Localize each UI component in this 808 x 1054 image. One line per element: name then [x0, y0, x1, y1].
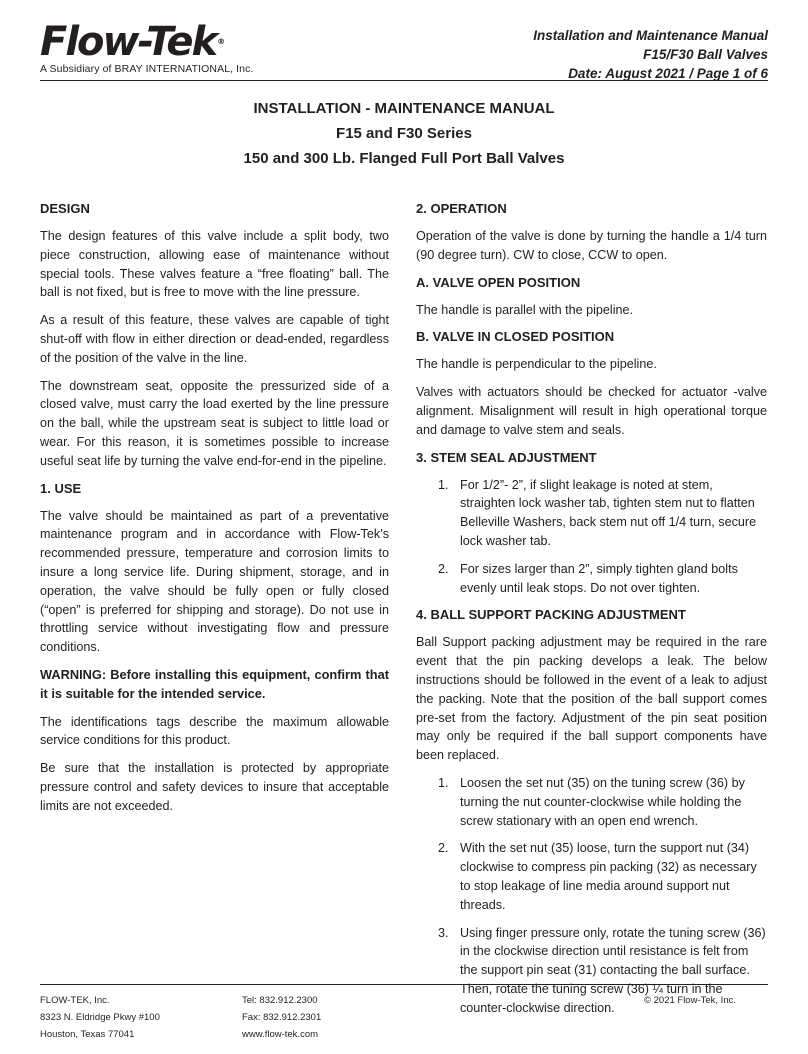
footer-address-line: Houston, Texas 77041 — [40, 1029, 135, 1040]
title-line-1: INSTALLATION - MAINTENANCE MANUAL — [253, 100, 555, 117]
footer-fax: Fax: 832.912.2301 — [242, 1012, 322, 1023]
operation-paragraph: Operation of the valve is done by turning the handle a 1/4 turn (90 degree turn). CW to close, CCW to open. — [416, 229, 767, 262]
footer-website: www.flow-tek.com — [242, 1029, 319, 1040]
list-item-text: With the set nut (35) loose, turn the support nut (34) clockwise to compress pin packing (32) as necessary to stop leakage of line media around support nut threads. — [460, 841, 757, 912]
company-logo — [40, 19, 254, 75]
use-paragraph: Be sure that the installation is protected by appropriate pressure control and safety devices to insure that acceptable limits are not exceeded. — [40, 761, 389, 813]
list-item-text: Loosen the set nut (35) on the tuning screw (36) by turning the nut counter-clockwise while holding the screw stationary with an open end wrench. — [460, 775, 745, 828]
actuator-paragraph: Valves with actuators should be checked for actuator -valve alignment. Misalignment will result in high operational torque and damage to valve stem and seals. — [416, 385, 767, 437]
valve-closed-paragraph: The handle is perpendicular to the pipeline. — [416, 357, 657, 372]
list-item — [416, 560, 767, 598]
operation-heading: 2. OPERATION — [416, 201, 507, 216]
list-item-text: Using finger pressure only, rotate the tuning screw (36) in the clockwise direction until resistance is felt from the support pin seat (31) contacting the ball surface. Then, rotate the tuning screw (36) ¼ turn in the counter-clockwise direction. — [460, 925, 766, 1015]
footer-address-line: 8323 N. Eldridge Pkwy #100 — [40, 1012, 160, 1023]
footer-tel: Tel: 832.912.2300 — [242, 995, 318, 1006]
design-paragraph: The design features of this valve include a split body, two piece construction, allowing ease of maintenance without special tools. These valves feature a “free floating” ball. The ball is not fixed, but is free to move with the line pressure. — [40, 229, 389, 300]
ball-support-list — [416, 774, 767, 1018]
list-number: 3. — [438, 925, 449, 940]
use-heading: 1. USE — [40, 480, 82, 496]
right-column — [416, 200, 767, 1027]
header-product: F15/F30 Ball Valves — [643, 47, 768, 62]
registered-mark: ® — [217, 37, 226, 46]
header-divider — [40, 80, 768, 81]
list-item — [416, 774, 767, 830]
valve-open-paragraph: The handle is parallel with the pipeline. — [416, 302, 634, 317]
valve-open-heading: A. VALVE OPEN POSITION — [416, 274, 581, 290]
header-date-page: Date: August 2021 / Page 1 of 6 — [568, 66, 768, 81]
use-paragraph: The identifications tags describe the maximum allowable service conditions for this product. — [40, 714, 389, 748]
list-number: 2. — [438, 561, 449, 576]
footer-contact — [242, 992, 321, 1043]
footer-copyright: © 2021 Flow-Tek, Inc. — [643, 995, 736, 1006]
ball-support-heading: 4. BALL SUPPORT PACKING ADJUSTMENT — [416, 607, 686, 623]
list-item — [416, 476, 767, 551]
header-manual-title: Installation and Maintenance Manual — [533, 28, 768, 43]
design-paragraph: As a result of this feature, these valves are capable of tight shut-off with flow in either direction or dead-ended, regardless of the position of the valve in the line. — [40, 313, 389, 365]
valve-closed-heading: B. VALVE IN CLOSED POSITION — [416, 329, 615, 345]
footer-divider — [40, 984, 768, 985]
use-paragraph: The valve should be maintained as part of a preventative maintenance program and in accordance with Flow-Tek’s recommended pressure, temperature and corrosion limits to insure a long service life. During shipment, storage, and in operation, the valve should be fully open or fully closed (“open” is preferred for shipping and storage). Do not use in throttling service without investigating flow and pressure conditions. — [40, 508, 389, 655]
logo-subsidiary-text: A Subsidiary of BRAY INTERNATIONAL, Inc. — [40, 63, 254, 75]
title-line-2: F15 and F30 Series — [336, 125, 472, 142]
warning-text: WARNING: Before installing this equipment, confirm that it is suitable for the intended service. — [40, 666, 389, 701]
stem-seal-list — [416, 476, 767, 598]
footer-address — [40, 992, 160, 1043]
logo-wordmark: Flow-Tek® — [40, 19, 226, 65]
list-item-text: For sizes larger than 2”, simply tighten gland bolts evenly until leak stops. Do not over tighten. — [460, 561, 738, 595]
stem-seal-heading: 3. STEM SEAL ADJUSTMENT — [416, 449, 597, 465]
list-item — [416, 839, 767, 914]
ball-support-paragraph: Ball Support packing adjustment may be required in the rare event that the pin packing develops a leak. The below instructions should be followed in the event of a leak to adjust the packing. Note that the position of the ball support comes pre-set from the factory. Adjustment of the pin seat position may only be required if the ball support components have been replaced. — [416, 635, 767, 763]
title-line-3: 150 and 300 Lb. Flanged Full Port Ball Valves — [243, 150, 565, 167]
list-number: 2. — [438, 841, 449, 856]
list-number: 1. — [438, 477, 449, 492]
design-heading: DESIGN — [40, 201, 90, 216]
design-paragraph: The downstream seat, opposite the pressurized side of a closed valve, must carry the load exerted by the line pressure on the ball, while the upstream seat is subject to little load or wear. For this reason, it is sometimes possible to increase useful seat life by turning the valve end-for-end in the pipeline. — [40, 378, 389, 468]
left-column — [40, 200, 389, 825]
document-title — [0, 96, 808, 171]
list-number: 1. — [438, 775, 449, 790]
document-header-info — [533, 26, 768, 83]
list-item-text: For 1/2”- 2”, if slight leakage is noted at stem, straighten lock washer tab, tighten stem nut to flatten Belleville Washers, back stem nut off 1/4 turn, secure lock washer tab. — [460, 477, 757, 548]
footer-company: FLOW-TEK, Inc. — [40, 995, 110, 1006]
